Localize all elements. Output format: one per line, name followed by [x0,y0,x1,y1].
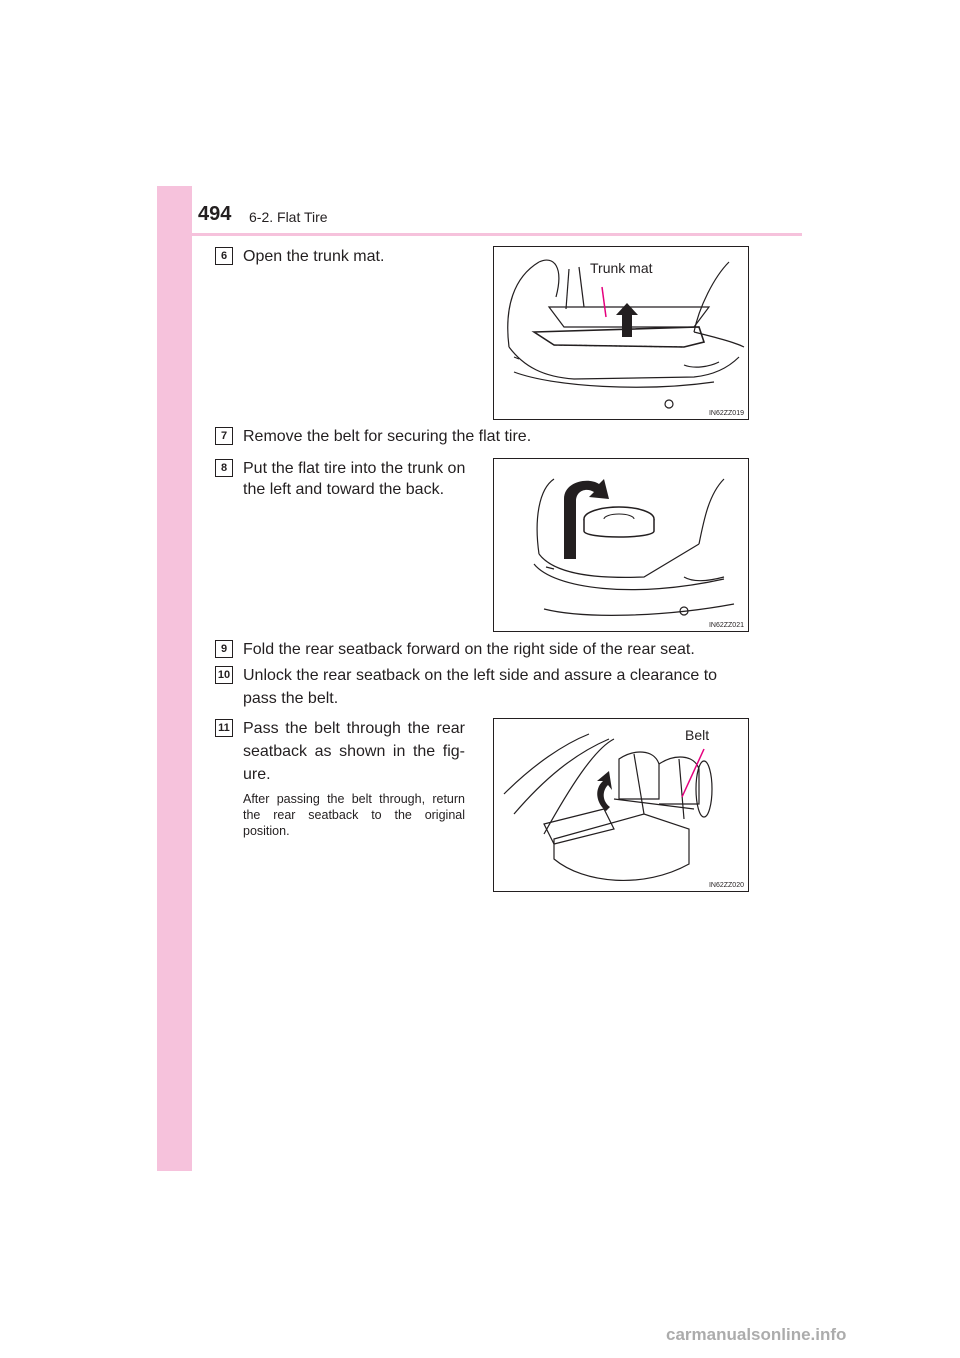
step-7-text: Remove the belt for securing the flat tire. [243,428,532,445]
step-number-8: 8 [215,459,233,477]
step-number-10: 10 [215,666,233,684]
figure-belt [493,718,749,892]
figure-trunk-mat [493,246,749,420]
step-8-text-line1: Put the flat tire into the trunk on [243,460,466,477]
step-11-note: After passing the belt through, return the rear seatback to the original position. [243,792,465,838]
step-11-text-line3: ure. [243,766,271,783]
belt-callout: Belt [685,727,710,743]
step-number-9: 9 [215,640,233,658]
step-10-text-line1: Unlock the rear seatback on the left side and assure a clearance to [243,667,718,684]
watermark[interactable]: carmanualsonline.info [666,1325,847,1344]
figure-code: IN62ZZ019 [708,410,744,417]
belt-illustration [494,719,748,891]
step-11-text-line1: Pass the belt through the rear [243,720,465,737]
step-8-text-line2: the left and toward the back. [243,481,445,498]
chapter-side-tab [157,186,192,1171]
figure-code: IN62ZZ020 [708,882,744,889]
figure-flat-tire [493,458,749,632]
step-10-text-line2: pass the belt. [243,690,339,707]
step-number-6: 6 [215,247,233,265]
flat-tire-illustration [494,459,748,631]
step-9-text: Fold the rear seatback forward on the right side of the rear seat. [243,641,695,658]
step-6-text: Open the trunk mat. [243,248,385,265]
figure-code: IN62ZZ021 [708,622,744,629]
step-number-11: 11 [215,719,233,737]
header-rule [192,233,802,236]
step-number-7: 7 [215,427,233,445]
step-11-text-line2: seatback as shown in the fig- [243,743,465,760]
page-number: 494 [198,203,232,225]
trunk-mat-callout: Trunk mat [590,260,653,276]
section-title: 6-2. Flat Tire [249,209,328,225]
